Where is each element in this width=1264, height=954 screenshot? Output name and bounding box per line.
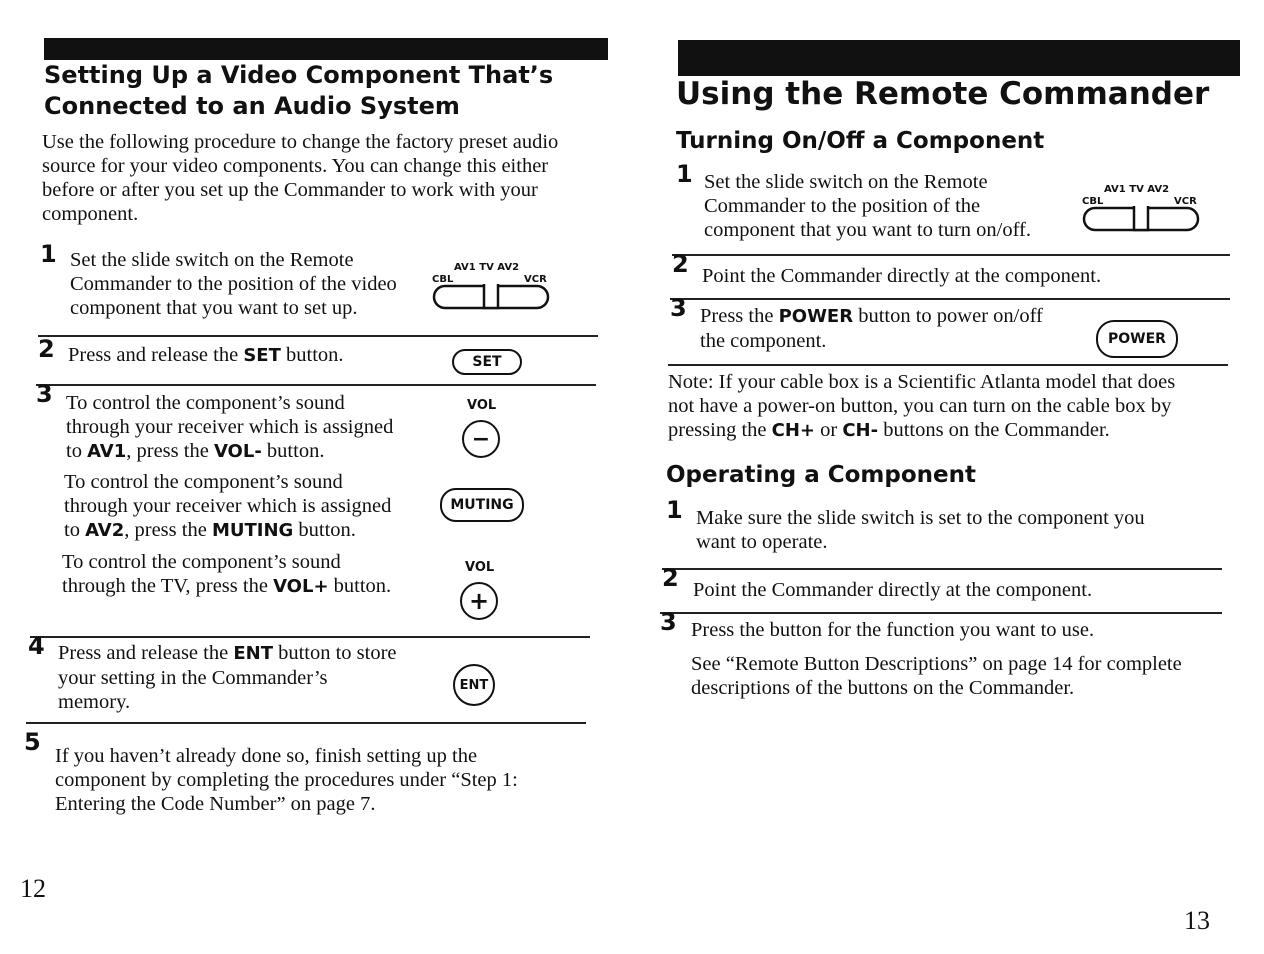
step-number: 1 [676, 160, 693, 188]
divider [672, 254, 1230, 256]
subsection-title-operating: Operating a Component [666, 462, 976, 488]
step4-text: Press and release the ENT button to store your setting in the Commander’s memory. [58, 642, 397, 713]
slide-switch-icon: AV1 TV AV2 CBL VCR [432, 262, 552, 312]
divider [38, 335, 598, 337]
step-number: 3 [670, 294, 687, 322]
op-step2-text: Point the Commander directly at the component. [693, 579, 1093, 601]
right-step3-text: Press the POWER button to power on/off the component. [700, 305, 1043, 352]
left-intro-paragraph: Use the following procedure to change the factory preset audio source for your video components. You can change this either before or after you set up the Commander to work with your component. [42, 131, 559, 225]
right-step1-text: Set the slide switch on the Remote Commander to the position of the component that you want to turn on/off. [704, 171, 1031, 241]
page-number-left: 12 [20, 874, 46, 903]
subsection-title-turning: Turning On/Off a Component [676, 128, 1045, 154]
set-button: SET [452, 349, 522, 375]
slide-switch-icon: AV1 TV AV2 CBL VCR [1082, 184, 1202, 234]
right-page-title: Using the Remote Commander [676, 76, 1210, 112]
step5-text: If you haven’t already done so, finish setting up the component by completing the procedures under “Step 1: Entering the Code Number” on page 7. [55, 745, 518, 815]
step-number: 2 [38, 335, 55, 363]
vol-plus-icon: + [460, 582, 498, 620]
step-number: 4 [28, 632, 45, 660]
step3b-text: To control the component’s sound through your receiver which is assigned to AV2, press the MUTING button. [64, 471, 392, 541]
divider [662, 568, 1222, 570]
right-header-bar [678, 40, 1240, 76]
step-number: 5 [24, 728, 41, 756]
step3a-text: To control the component’s sound through your receiver which is assigned to AV1, press the VOL- button. [66, 392, 394, 462]
op-step3-text: Press the button for the function you want to use. See “Remote Button Descriptions” on page 14 for complete descriptions of the buttons on the Commander. [691, 619, 1182, 699]
muting-button: MUTING [440, 488, 524, 522]
right-step2-text: Point the Commander directly at the component. [702, 265, 1102, 287]
left-header-bar [44, 38, 608, 60]
step1-text: Set the slide switch on the Remote Commander to the position of the video component that you want to set up. [70, 249, 397, 319]
step-number: 1 [666, 496, 683, 524]
vol-minus-icon: − [462, 420, 500, 458]
step3c-text: To control the component’s sound through the TV, press the VOL+ button. [62, 551, 392, 597]
step-number: 3 [36, 380, 53, 408]
divider [668, 364, 1228, 366]
op-step1-text: Make sure the slide switch is set to the component you want to operate. [696, 507, 1145, 553]
vol-label: VOL [467, 398, 497, 413]
step-number: 1 [40, 240, 57, 268]
step-number: 3 [660, 608, 677, 636]
ent-button: ENT [453, 664, 495, 706]
divider [26, 722, 586, 724]
step-number: 2 [662, 564, 679, 592]
divider [30, 636, 590, 638]
divider [36, 384, 596, 386]
note-paragraph: Note: If your cable box is a Scientific Atlanta model that does not have a power-on button, you can turn on the cable box by pressing the CH+ or CH- buttons on the Commander. [668, 371, 1176, 441]
divider [660, 612, 1222, 614]
vol-label: VOL [465, 560, 495, 575]
page-number-right: 13 [1184, 906, 1210, 935]
divider [670, 298, 1230, 300]
left-section-title: Setting Up a Video Component That’s Connected to an Audio System [44, 61, 554, 120]
power-button: POWER [1096, 320, 1178, 358]
step2-text: Press and release the SET button. [68, 344, 344, 366]
step-number: 2 [672, 250, 689, 278]
